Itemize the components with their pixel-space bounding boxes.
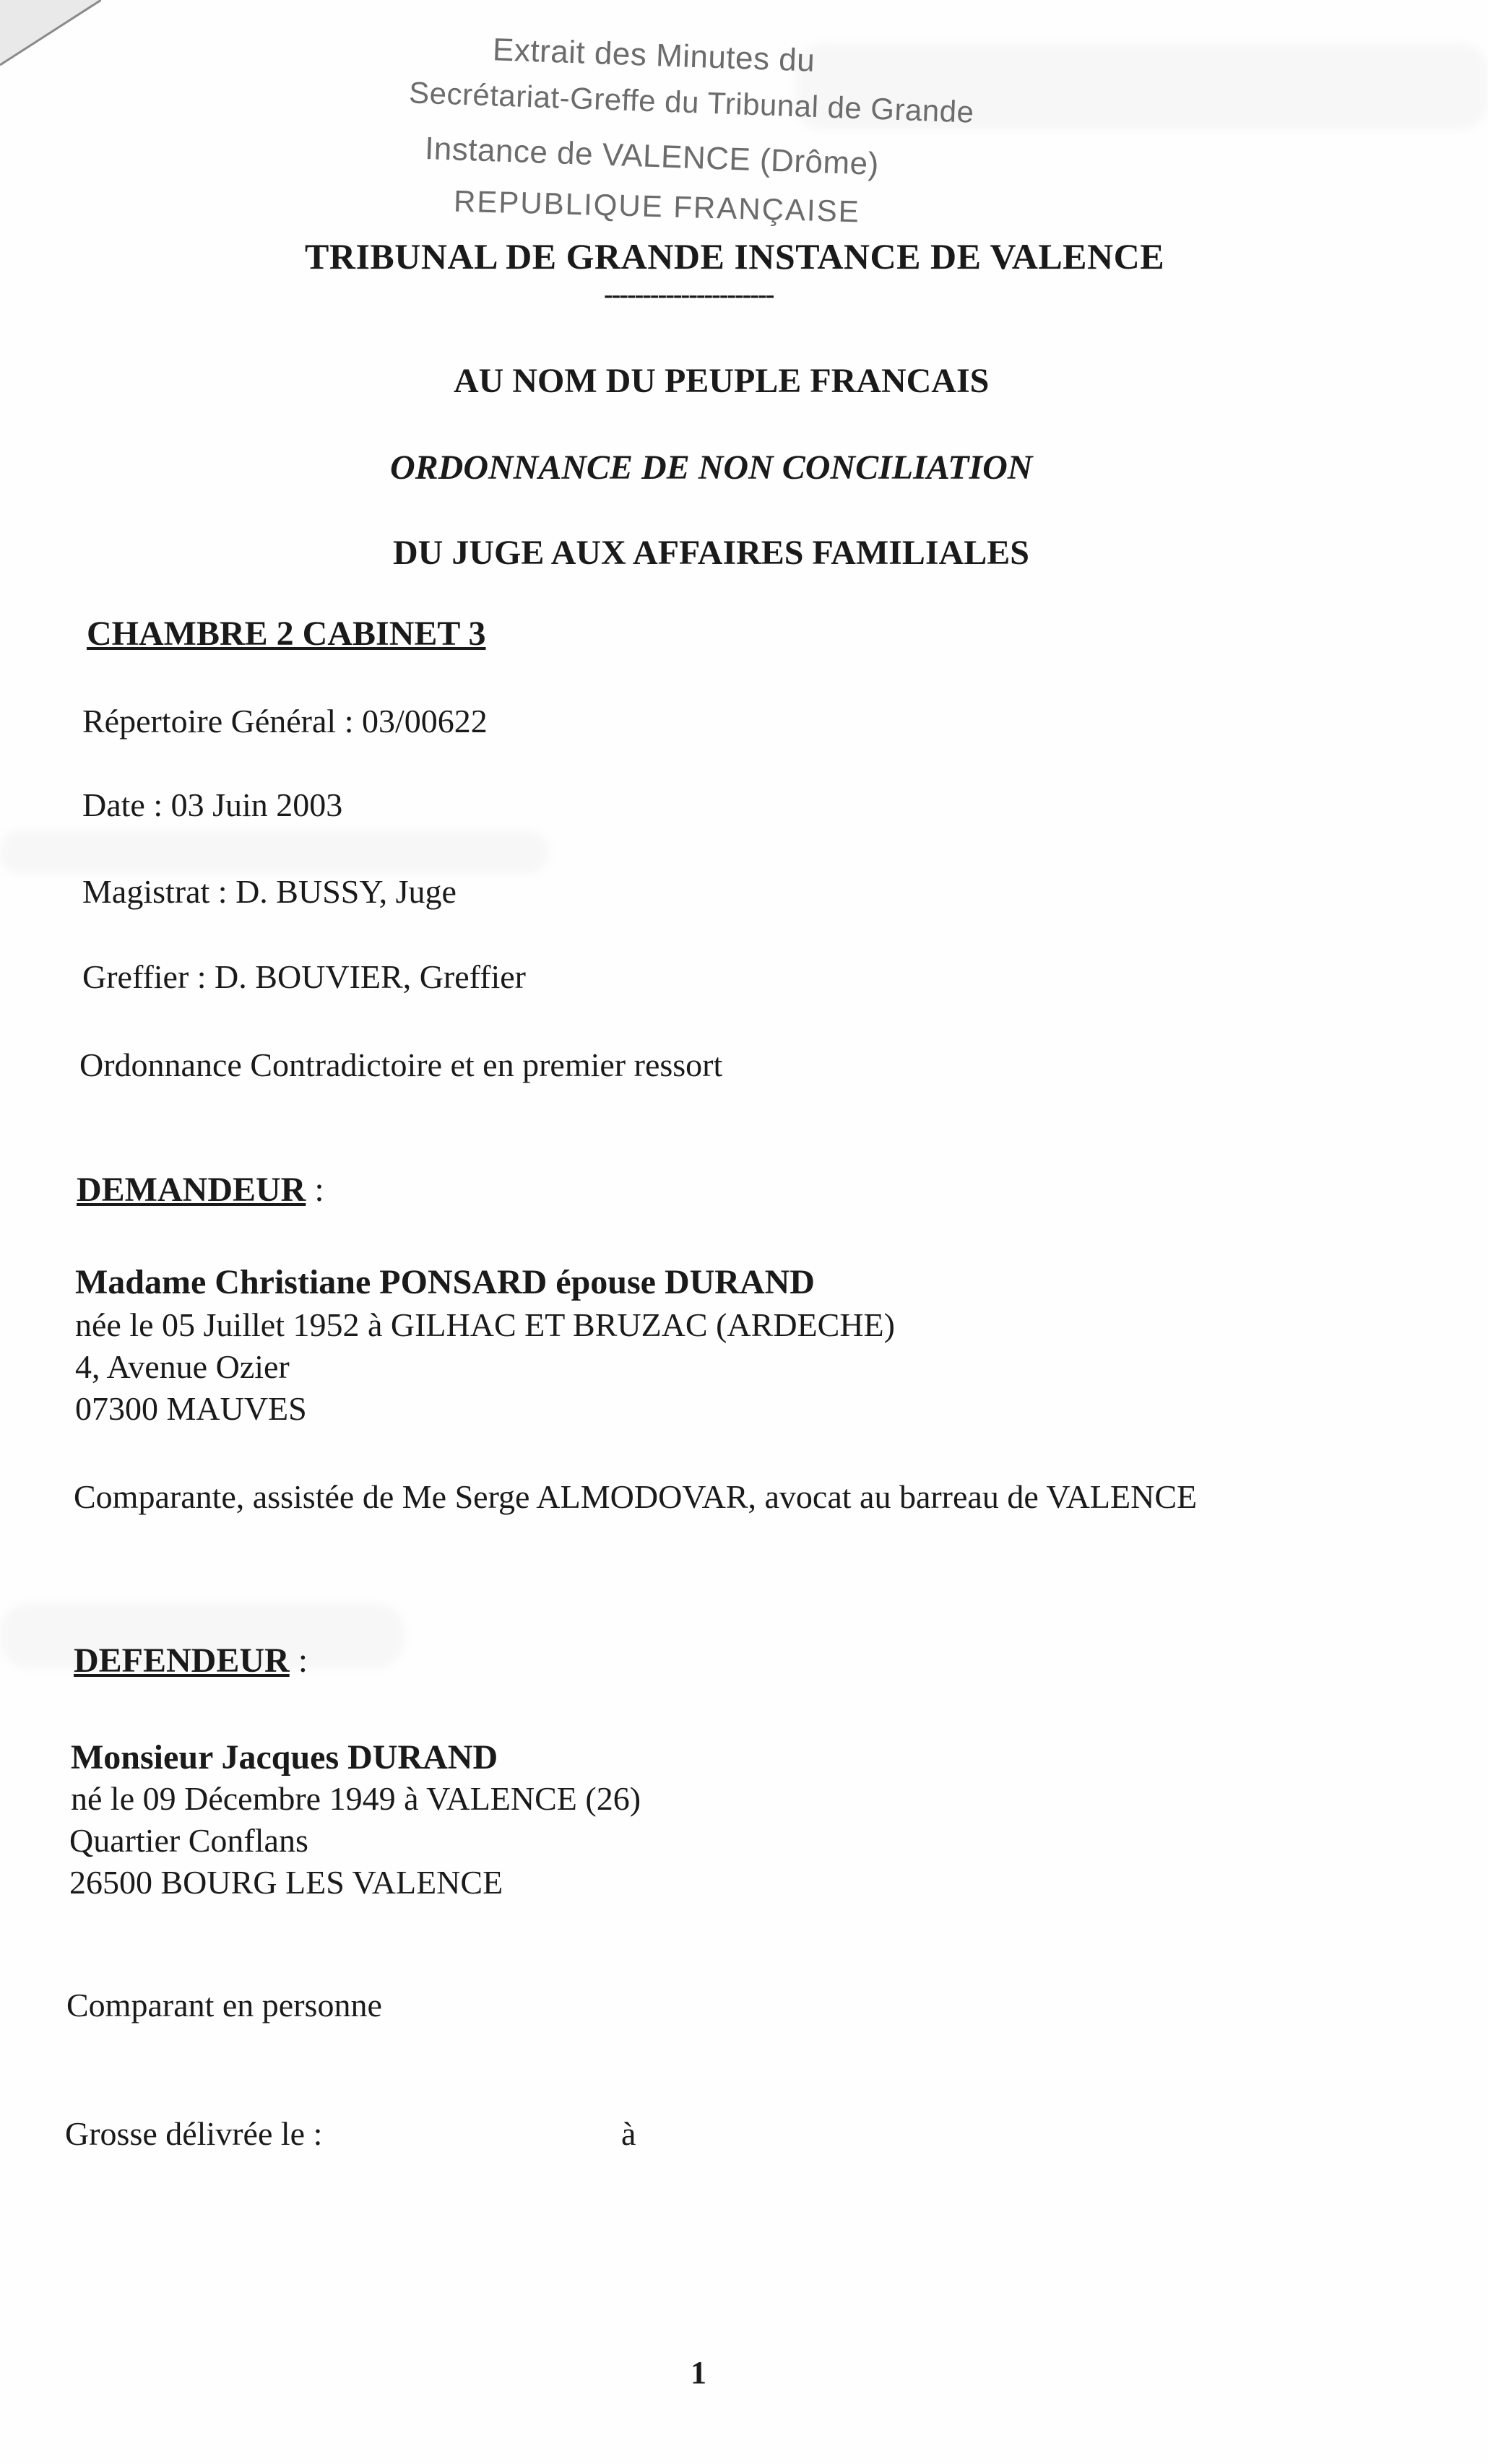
defendeur-address-line-1: Quartier Conflans	[69, 1822, 308, 1859]
demandeur-address-line-2: 07300 MAUVES	[75, 1390, 307, 1427]
stamp-line-3: Instance de VALENCE (Drôme)	[424, 131, 880, 182]
greffier: Greffier : D. BOUVIER, Greffier	[82, 958, 526, 995]
court-title: TRIBUNAL DE GRANDE INSTANCE DE VALENCE	[305, 236, 1165, 277]
grosse-delivree-label: Grosse délivrée le :	[65, 2115, 323, 2152]
defendeur-birth: né le 09 Décembre 1949 à VALENCE (26)	[71, 1780, 641, 1817]
scan-smudge	[0, 830, 549, 874]
magistrat: Magistrat : D. BUSSY, Juge	[82, 873, 457, 910]
demandeur-address-line-1: 4, Avenue Ozier	[75, 1348, 290, 1385]
demandeur-heading	[77, 1170, 324, 1210]
demandeur-label: DEMANDEUR	[77, 1171, 306, 1209]
demandeur-representation: Comparante, assistée de Me Serge ALMODOVAR, avocat au barreau de VALENCE	[74, 1478, 1198, 1515]
heading-ordonnance: ORDONNANCE DE NON CONCILIATION	[390, 448, 1033, 487]
defendeur-label-suffix: :	[289, 1641, 308, 1680]
defendeur-heading	[74, 1641, 308, 1680]
defendeur-label: DEFENDEUR	[74, 1641, 290, 1680]
stamp-line-2: Secrétariat-Greffe du Tribunal de Grande	[408, 75, 975, 129]
demandeur-birth: née le 05 Juillet 1952 à GILHAC ET BRUZAC (ARDECHE)	[75, 1306, 895, 1343]
defendeur-address-line-2: 26500 BOURG LES VALENCE	[69, 1864, 503, 1901]
defendeur-representation: Comparant en personne	[66, 1987, 382, 2023]
title-separator: ----------------------	[604, 279, 774, 310]
stamp-line-1: Extrait des Minutes du	[492, 32, 816, 79]
heading-juge: DU JUGE AUX AFFAIRES FAMILIALES	[393, 534, 1029, 572]
corner-fold-mark	[0, 0, 101, 79]
grosse-delivree-a: à	[621, 2115, 636, 2152]
chambre-cabinet: CHAMBRE 2 CABINET 3	[87, 615, 486, 653]
page-number: 1	[691, 2355, 706, 2390]
stamp-line-4: REPUBLIQUE FRANÇAISE	[453, 183, 861, 229]
demandeur-name: Madame Christiane PONSARD épouse DURAND	[75, 1263, 815, 1301]
demandeur-label-suffix: :	[306, 1171, 324, 1209]
repertoire-general: Répertoire Général : 03/00622	[82, 703, 488, 739]
case-date: Date : 03 Juin 2003	[82, 786, 343, 823]
ordonnance-type: Ordonnance Contradictoire et en premier ressort	[79, 1046, 723, 1083]
defendeur-name: Monsieur Jacques DURAND	[71, 1738, 498, 1777]
heading-peuple: AU NOM DU PEUPLE FRANCAIS	[454, 362, 990, 400]
